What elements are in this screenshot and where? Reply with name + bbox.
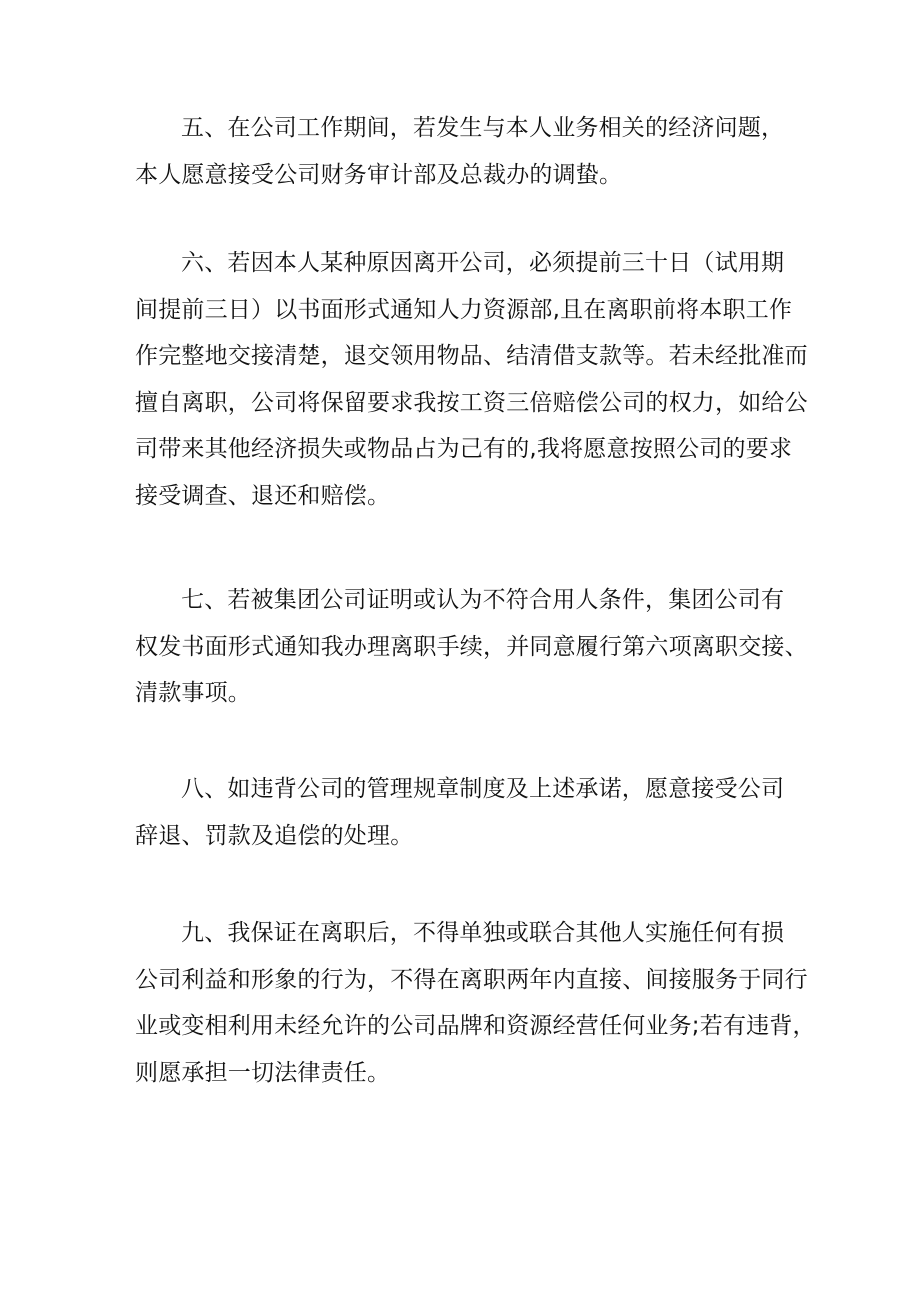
paragraph-6 (135, 240, 808, 520)
paragraph-line: 八、如违背公司的管理规章制度及上述承诺，愿意接受公司 (181, 776, 785, 802)
paragraph-line: 六、若因本人某种原因离开公司，必须提前三十日（试用期 (181, 250, 785, 276)
paragraph-line: 七、若被集团公司证明或认为不符合用人条件，集团公司有 (181, 587, 785, 613)
paragraph-7 (135, 577, 808, 717)
paragraph-line: 作完整地交接清楚，退交领用物品、结清借支款等。若未经批准而 (135, 343, 808, 370)
paragraph-line: 辞退、罚款及追偿的处理。 (135, 822, 414, 849)
paragraph-line: 九、我保证在离职后，不得单独或联合其他人实施任何有损 (181, 920, 785, 946)
paragraph-line: 本人愿意接受公司财务审计部及总裁办的调蛰。 (135, 161, 623, 188)
paragraph-line: 五、在公司工作期间，若发生与本人业务相关的经济问题， (181, 115, 785, 141)
paragraph-line: 公司利益和形象的行为，不得在离职两年内直接、间接服务于同行 (135, 966, 808, 993)
paragraph-line: 清款事项。 (135, 680, 251, 707)
paragraph-9 (135, 910, 816, 1096)
paragraph-line: 司带来其他经济损失或物品占为己有的,我将愿意按照公司的要求 (135, 436, 793, 463)
paragraph-line: 则愿承担一切法律责任。 (135, 1059, 391, 1086)
paragraph-line: 业或变相利用未经允许的公司品牌和资源经营任何业务;若有违背， (135, 1013, 816, 1040)
paragraph-5 (135, 105, 805, 198)
paragraph-line: 接受调查、退还和赔偿。 (135, 482, 391, 509)
paragraph-8 (135, 766, 805, 859)
paragraph-line: 间提前三日）以书面形式通知人力资源部,且在离职前将本职工作 (135, 296, 793, 323)
paragraph-line: 擅自离职，公司将保留要求我按工资三倍赔偿公司的权力，如给公 (135, 389, 808, 416)
paragraph-line: 权发书面形式通知我办理离职手续，并同意履行第六项离职交接、 (135, 633, 808, 660)
